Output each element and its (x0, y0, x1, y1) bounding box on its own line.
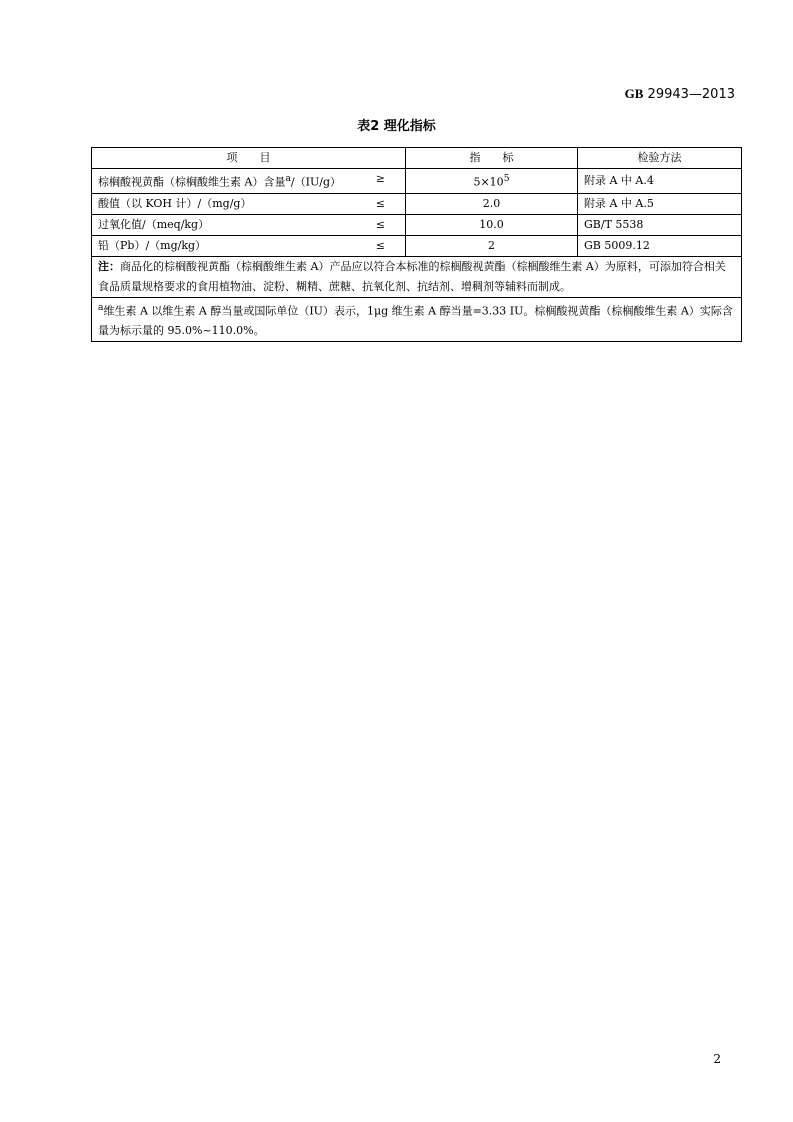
footnote-mark: a (285, 173, 291, 184)
header-indicator: 指 标 (406, 148, 578, 169)
header-item: 项 目 (92, 148, 406, 169)
item-label: 铅（Pb）/（mg/kg） (98, 238, 207, 252)
method-cell: GB 5009.12 (578, 235, 742, 256)
footnote-text: 维生素 A 以维生素 A 醇当量或国际单位（IU）表示，1μg 维生素 A 醇当量=3.33 IU。棕榈酸视黄酯（棕榈酸维生素 A）实际含量为标示量的 95.0%~110.0%。 (98, 304, 733, 338)
note-cell (92, 256, 742, 297)
table-title: 表2 理化指标 (357, 119, 436, 134)
value-cell: 10.0 (406, 214, 578, 235)
exponent: 5 (503, 173, 510, 184)
item-cell (92, 169, 406, 194)
relation-symbol: ≤ (375, 196, 385, 210)
item-label: 过氧化值/（meq/kg） (98, 217, 210, 231)
standard-number: 29943—2013 (647, 87, 735, 102)
value-cell: 2.0 (406, 193, 578, 214)
relation-symbol: ≥ (375, 172, 385, 185)
method-cell: GB/T 5538 (578, 214, 742, 235)
table-row (92, 193, 742, 214)
value-cell: $5\times 10^5$ (406, 169, 578, 194)
relation-symbol: ≤ (375, 217, 385, 231)
footnote-cell (92, 297, 742, 342)
footnote-row (92, 297, 742, 342)
relation-symbol: ≤ (375, 238, 385, 252)
note-row (92, 256, 742, 297)
note-label: 注： (98, 259, 120, 273)
item-cell (92, 193, 406, 214)
page-number: 2 (713, 1052, 721, 1066)
standard-code: GB (624, 86, 644, 101)
item-cell (92, 214, 406, 235)
method-cell: 附录 A 中 A.4 (578, 169, 742, 194)
item-label: 酸值（以 KOH 计）/（mg/g） (98, 196, 252, 210)
item-label: 棕榈酸视黄酯（棕榈酸维生素 A）含量$^a$/（IU/g） (98, 173, 341, 189)
method-cell: 附录 A 中 A.5 (578, 193, 742, 214)
table-row (92, 169, 742, 194)
table-row (92, 235, 742, 256)
header-method: 检验方法 (578, 148, 742, 169)
footnote-mark: a (98, 301, 104, 313)
value-cell: 2 (406, 235, 578, 256)
standard-number-header (625, 86, 735, 102)
note-text: 商品化的棕榈酸视黄酯（棕榈酸维生素 A）产品应以符合本标准的棕榈酸视黄酯（棕榈酸维生素 A）为原料，可添加符合相关食品质量规格要求的食用植物油、淀粉、糊精、蔗糖、抗氧化剂、抗结剂、增稠剂等辅料而制成。 (98, 259, 726, 293)
table-header-row (92, 148, 742, 169)
physicochemical-table (91, 147, 742, 342)
table-row (92, 214, 742, 235)
item-cell (92, 235, 406, 256)
